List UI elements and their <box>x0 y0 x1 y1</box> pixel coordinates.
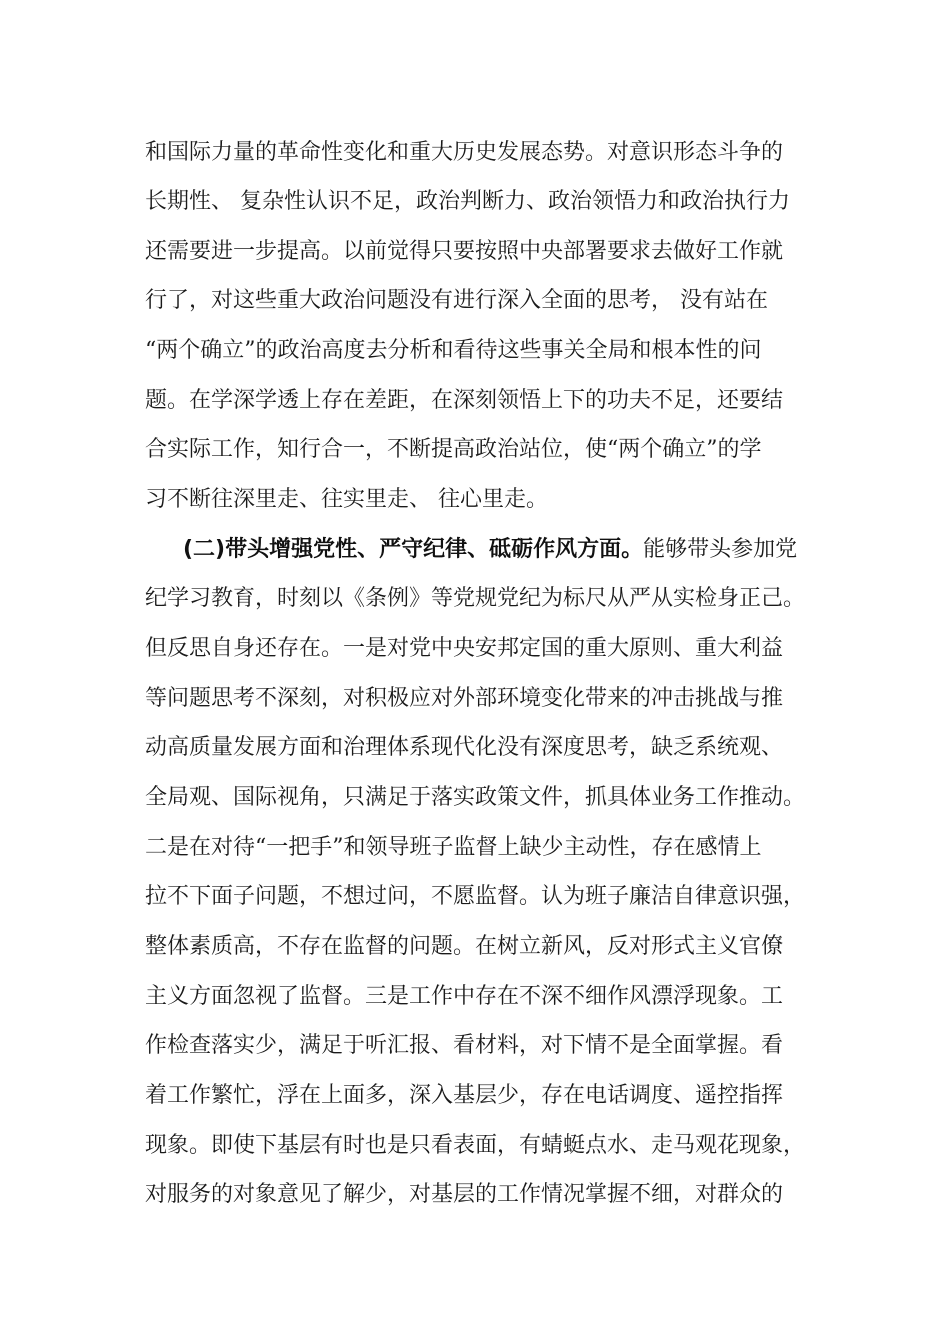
paragraph-line: 但反思自身还存在。一是对党中央安邦定国的重大原则、重大利益 <box>145 636 784 661</box>
paragraph-line: 主义方面忽视了监督。三是工作中存在不深不细作风漂浮现象。工 <box>145 984 784 1009</box>
paragraph-line: 动高质量发展方面和治理体系现代化没有深度思考，缺乏系统观、 <box>145 735 784 760</box>
paragraph-line: 现象。即使下基层有时也是只看表面，有蜻蜓点水、走马观花现象， <box>145 1133 806 1158</box>
section-heading-line <box>183 535 848 565</box>
paragraph-line: 合实际工作，知行合一，不断提高政治站位，使“两个确立”的学 <box>145 437 762 462</box>
paragraph-line: 全局观、国际视角，只满足于落实政策文件，抓具体业务工作推动。 <box>145 785 806 810</box>
paragraph-line: 着工作繁忙，浮在上面多，深入基层少，存在电话调度、遥控指挥 <box>145 1083 784 1108</box>
paragraph-line: 等问题思考不深刻，对积极应对外部环境变化带来的冲击挑战与推 <box>145 686 784 711</box>
paragraph-line: 纪学习教育，时刻以《条例》等党规党纪为标尺从严从实检身正己。 <box>145 586 806 611</box>
section-heading: (二)带头增强党性、严守纪律、砥砺作风方面。 <box>183 537 644 562</box>
paragraph-line: 二是在对待“一把手”和领导班子监督上缺少主动性，存在感情上 <box>145 835 762 860</box>
paragraph-line: 题。在学深学透上存在差距，在深刻领悟上下的功夫不足，还要结 <box>145 388 784 413</box>
paragraph-line: “两个确立”的政治高度去分析和看待这些事关全局和根本性的问 <box>145 338 762 363</box>
paragraph-line: 行了，对这些重大政治问题没有进行深入全面的思考， 没有站在 <box>145 288 768 313</box>
paragraph-line: 整体素质高，不存在监督的问题。在树立新风，反对形式主义官僚 <box>145 934 784 959</box>
paragraph-line: 长期性、 复杂性认识不足，政治判断力、政治领悟力和政治执行力 <box>145 189 790 214</box>
section-first-line-text: 能够带头参加党 <box>643 537 798 562</box>
paragraph-line: 和国际力量的革命性变化和重大历史发展态势。对意识形态斗争的 <box>145 140 784 165</box>
paragraph-line: 对服务的对象意见了解少，对基层的工作情况掌握不细，对群众的 <box>145 1182 784 1207</box>
paragraph-line: 作检查落实少，满足于听汇报、看材料，对下情不是全面掌握。看 <box>145 1033 784 1058</box>
paragraph-line: 拉不下面子问题，不想过问，不愿监督。认为班子廉洁自律意识强， <box>145 884 806 909</box>
paragraph-line: 还需要进一步提高。以前觉得只要按照中央部署要求去做好工作就 <box>145 239 784 264</box>
paragraph-line: 习不断往深里走、往实里走、 往心里走。 <box>145 487 548 512</box>
